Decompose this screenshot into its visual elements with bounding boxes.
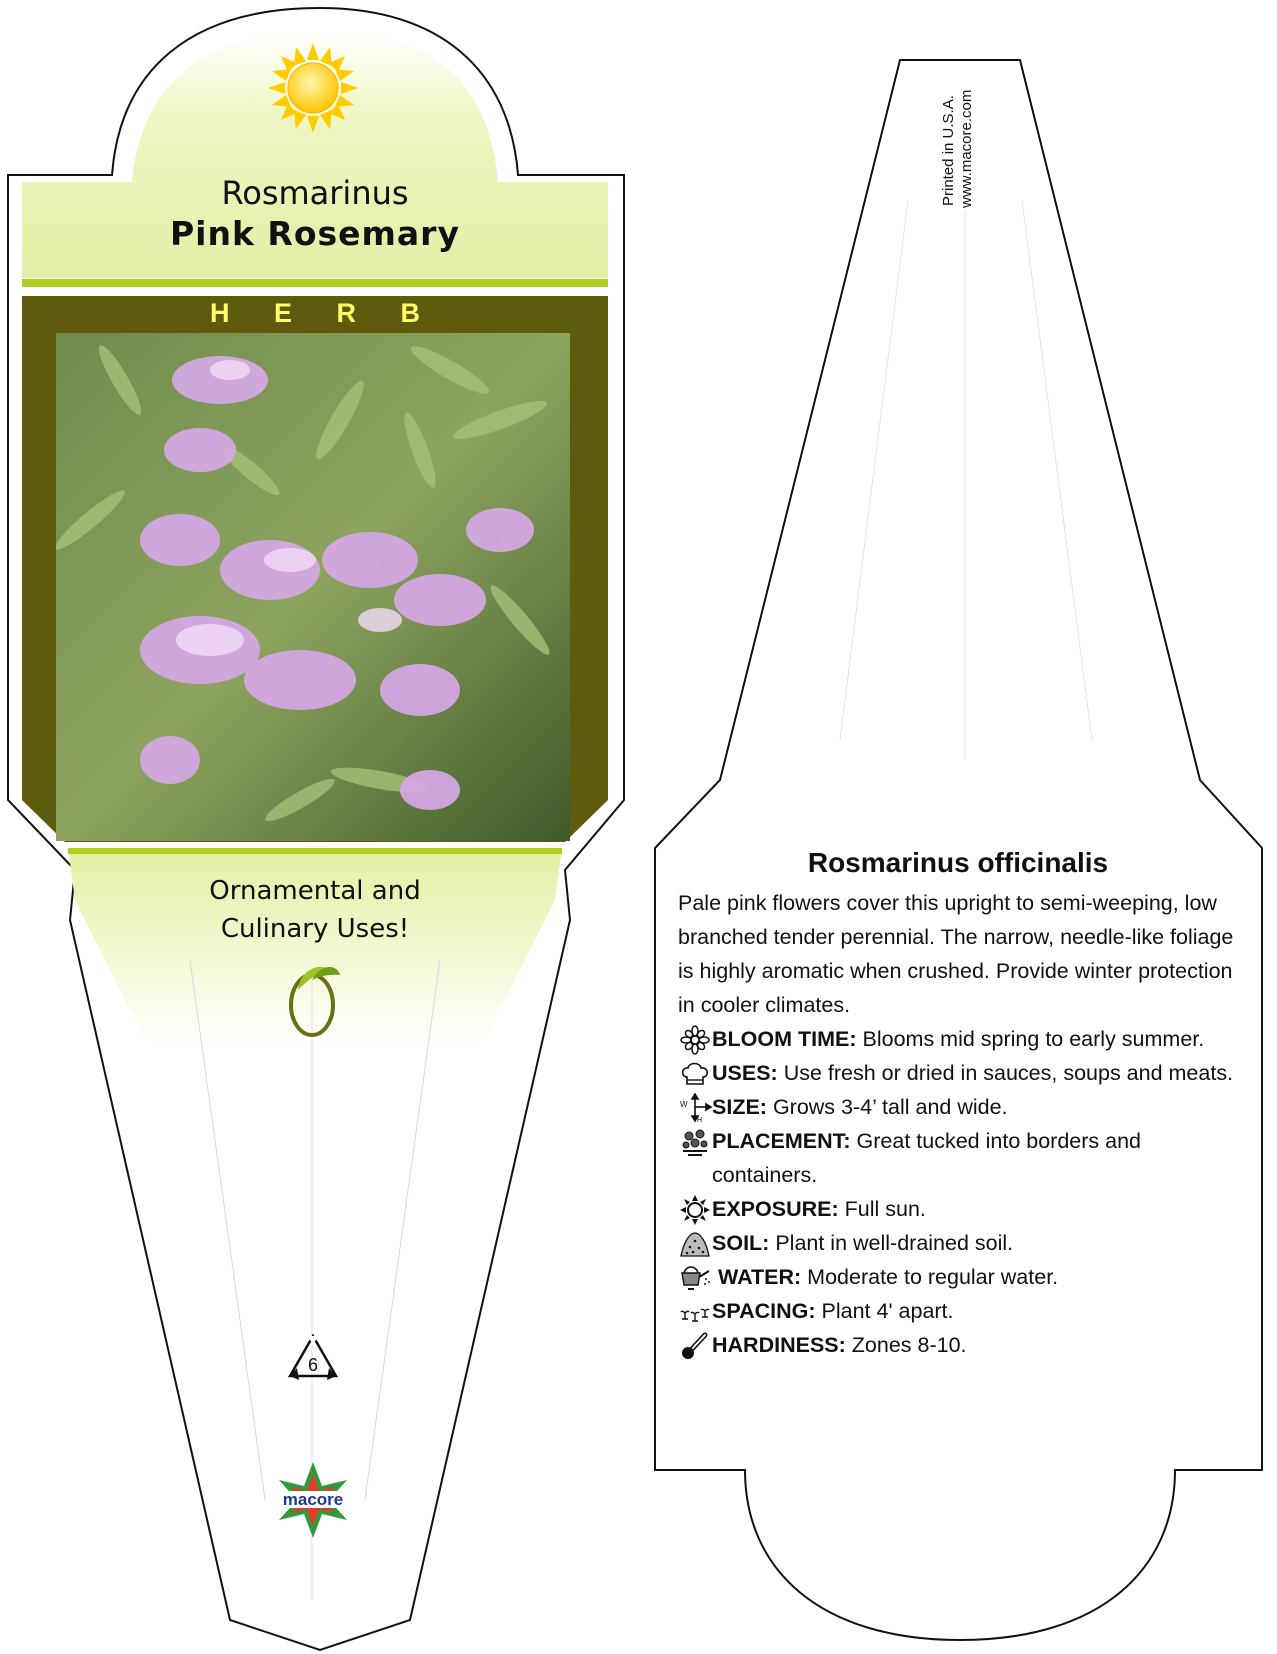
scientific-name: Rosmarinus: [221, 174, 409, 212]
attribute-label: EXPOSURE:: [712, 1197, 839, 1221]
tagline-line: Ornamental and: [209, 876, 421, 906]
tagline-line: Culinary Uses!: [220, 914, 410, 944]
attribute-value: Use fresh or dried in sauces, soups and meats.: [783, 1061, 1234, 1085]
attribute-label: SOIL:: [712, 1231, 770, 1255]
attribute-value: Zones 8-10.: [851, 1333, 967, 1357]
attribute-row: [678, 1056, 1238, 1090]
printed-in-text: Printed in U.S.A.: [940, 95, 957, 206]
tagline: [120, 872, 510, 948]
attribute-value: Great tucked into borders and containers.: [712, 1129, 1141, 1187]
attribute-label: USES:: [712, 1061, 778, 1085]
category-letter: E: [273, 298, 292, 328]
attribute-row: [678, 1328, 1238, 1362]
category-label: [210, 298, 420, 329]
attribute-row: [678, 1124, 1238, 1192]
thermometer-icon: [678, 1331, 712, 1361]
printed-info: [940, 58, 975, 208]
attribute-label: SIZE:: [712, 1095, 767, 1119]
website-text: www.macore.com: [958, 89, 975, 208]
svg-text:H: H: [697, 1117, 703, 1123]
sun-exposure-icon: [268, 43, 358, 133]
category-letter: B: [400, 298, 420, 328]
attribute-row: [678, 1192, 1238, 1226]
soil-icon: [678, 1229, 712, 1259]
category-letter: H: [210, 298, 230, 328]
svg-text:W: W: [680, 1100, 688, 1109]
attribute-label: BLOOM TIME:: [712, 1027, 857, 1051]
attribute-label: HARDINESS:: [712, 1333, 846, 1357]
size-arrows-icon: [678, 1093, 712, 1123]
brand-logo-text: macore: [282, 1490, 344, 1509]
attribute-value: Grows 3-4’ tall and wide.: [772, 1095, 1008, 1119]
attribute-label: PLACEMENT:: [712, 1129, 851, 1153]
chef-hat-icon: [678, 1059, 712, 1089]
plant-description: Pale pink flowers cover this upright to semi-weeping, low branched tender perennial. The narrow, needle-like foliage is highly aromatic when crushed. Provide winter protection in cooler climates.: [678, 891, 1234, 1017]
attribute-row: [678, 1226, 1238, 1260]
seedlings-icon: [678, 1297, 712, 1327]
attribute-row: [678, 1022, 1238, 1056]
attribute-row: [678, 1260, 1238, 1294]
attribute-label: WATER:: [717, 1265, 802, 1289]
flower-icon: [678, 1025, 712, 1055]
category-letter: R: [336, 298, 356, 328]
common-name: Pink Rosemary: [170, 214, 460, 253]
sun-icon: [678, 1195, 712, 1225]
attribute-value: Plant 4' apart.: [821, 1299, 954, 1323]
botanical-title: Rosmarinus officinalis: [807, 847, 1109, 878]
placement-plant-icon: [678, 1127, 712, 1157]
attribute-value: Moderate to regular water.: [807, 1265, 1059, 1289]
attribute-value: Plant in well-drained soil.: [775, 1231, 1014, 1255]
recycle-number: 6: [307, 1355, 318, 1375]
care-info: [678, 846, 1238, 1362]
attribute-value: Blooms mid spring to early summer.: [862, 1027, 1205, 1051]
attribute-label: SPACING:: [712, 1299, 816, 1323]
plant-photo: [50, 333, 570, 841]
attribute-row: [678, 1294, 1238, 1328]
attribute-row: [678, 1090, 1238, 1124]
watering-can-icon: [678, 1263, 712, 1293]
attribute-value: Full sun.: [844, 1197, 926, 1221]
